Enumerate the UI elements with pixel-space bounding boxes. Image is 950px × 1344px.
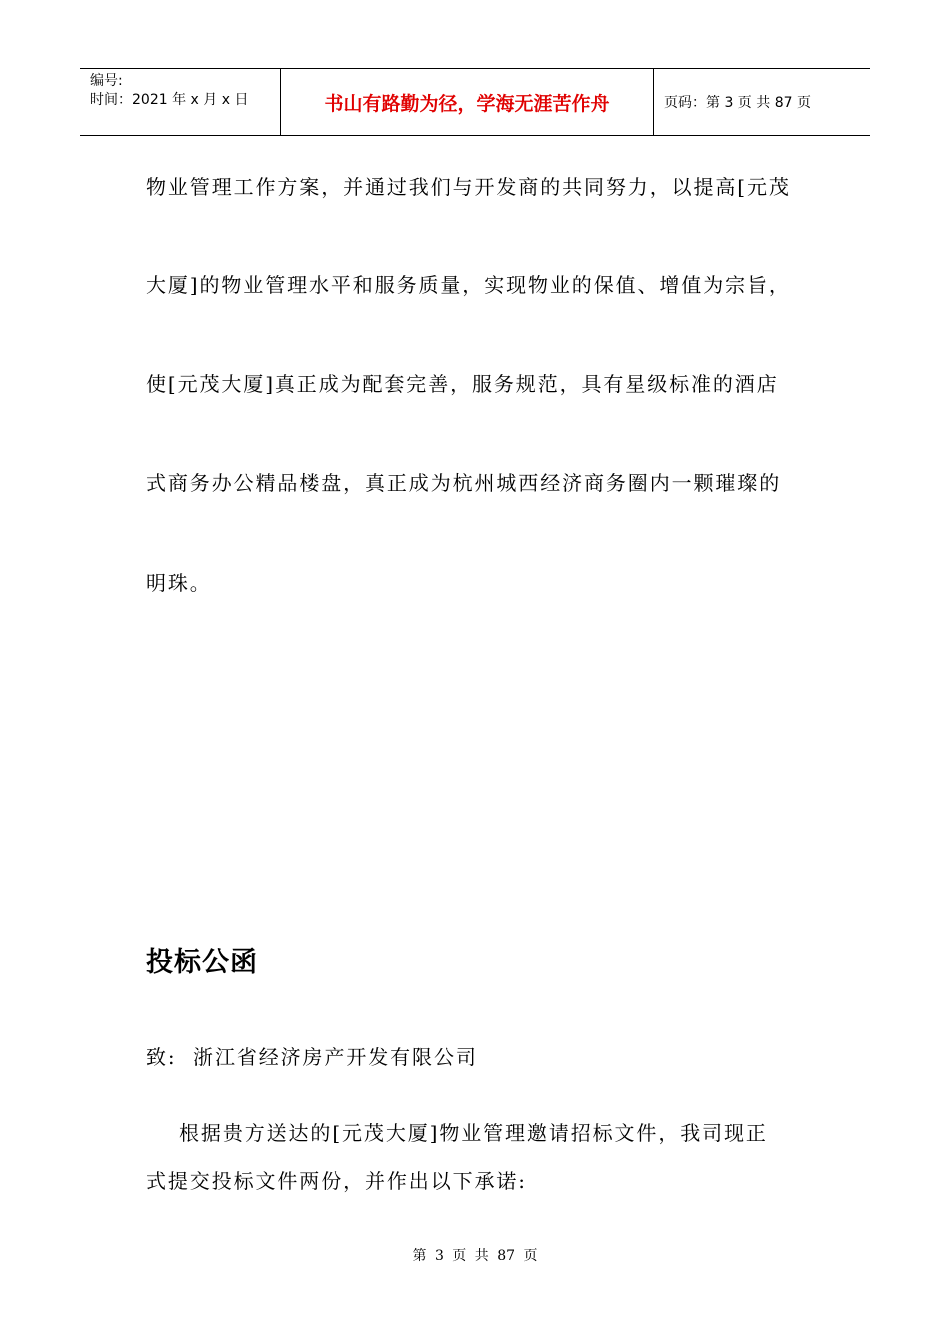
number-label: 编号: — [90, 73, 123, 89]
body-line: 明珠。 — [146, 571, 212, 595]
body-line: 式商务办公精品楼盘，真正成为杭州城西经济商务圈内一颗璀璨的 — [146, 471, 782, 495]
page-header — [80, 68, 870, 136]
section-title: 投标公函 — [146, 947, 258, 978]
letter-line: 根据贵方送达的[元茂大厦]物业管理邀请招标文件，我司现正 — [146, 1121, 768, 1145]
header-meta — [80, 69, 281, 135]
header-page-info: 页码：第 3 页 共 87 页 — [664, 95, 811, 111]
letter-line: 式提交投标文件两份，并作出以下承诺: — [146, 1169, 527, 1193]
page-footer: 第 3 页 共 87 页 — [412, 1248, 538, 1264]
addressee-line: 致: 浙江省经济房产开发有限公司 — [146, 1045, 478, 1069]
date-line: 时间：2021 年 x 月 x 日 — [90, 92, 249, 108]
header-motto: 书山有路勤为径，学海无涯苦作舟 — [281, 69, 654, 135]
body-line: 使[元茂大厦]真正成为配套完善，服务规范，具有星级标准的酒店 — [146, 372, 779, 396]
body-line: 物业管理工作方案，并通过我们与开发商的共同努力，以提高[元茂 — [146, 175, 791, 199]
body-line: 大厦]的物业管理水平和服务质量，实现物业的保值、增值为宗旨， — [146, 273, 791, 297]
